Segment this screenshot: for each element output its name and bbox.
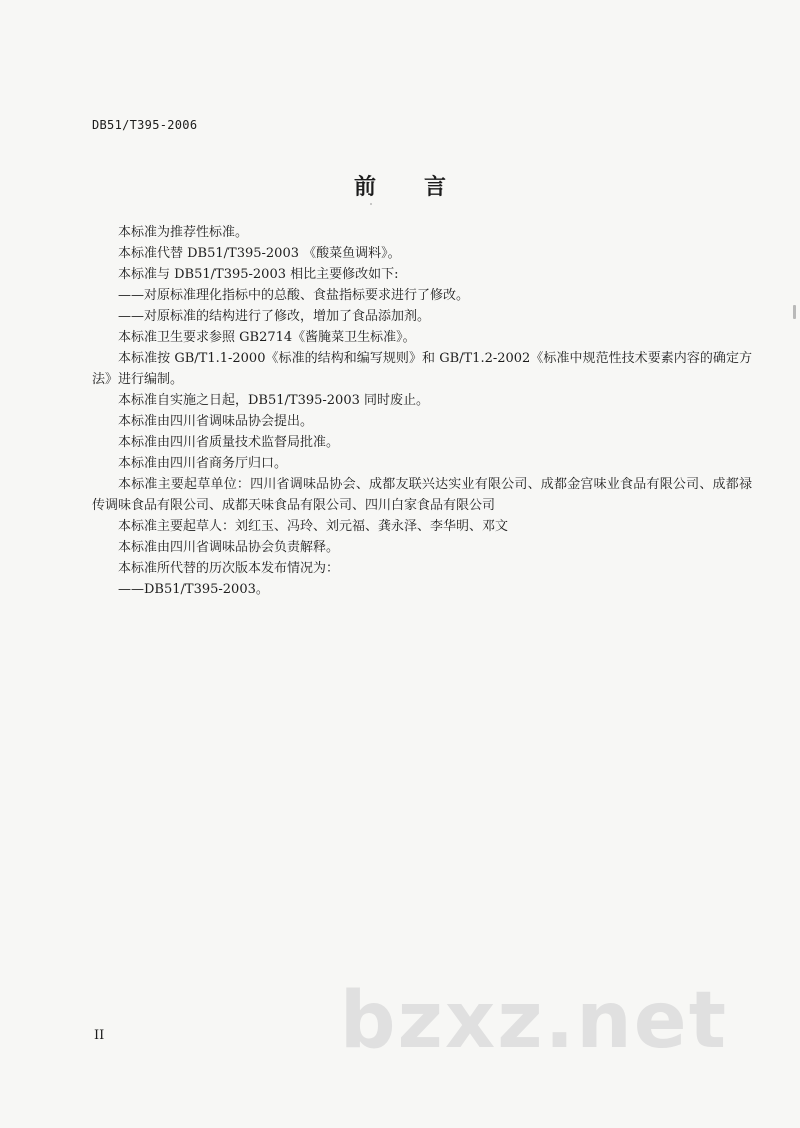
paragraph: 本标准所代替的历次版本发布情况为： (118, 561, 340, 576)
paragraph: 本标准与 DB51/T395-2003 相比主要修改如下: (118, 267, 399, 282)
paragraph: 本标准由四川省调味品协会负责解释。 (118, 540, 340, 555)
paragraph: 本标准主要起草人：刘红玉、冯玲、刘元福、龚永泽、李华明、邓文 (118, 519, 509, 534)
paragraph: ——对原标准的结构进行了修改，增加了食品添加剂。 (118, 309, 431, 324)
paragraph: ——DB51/T395-2003。 (118, 582, 269, 597)
document-id: DB51/T395-2006 (92, 118, 198, 132)
paragraph: ——对原标准理化指标中的总酸、食盐指标要求进行了修改。 (118, 288, 470, 303)
paragraph: 本标准由四川省商务厅归口。 (118, 456, 288, 471)
scan-speck (793, 305, 796, 319)
scan-speck (370, 203, 372, 205)
paragraph: 本标准为推荐性标准。 (118, 225, 249, 240)
section-title: 前言 (353, 175, 494, 200)
paragraph: 本标准代替 DB51/T395-2003 《酸菜鱼调料》。 (118, 246, 401, 261)
watermark: bzxz.net (339, 976, 728, 1066)
paragraph: 本标准由四川省质量技术监督局批准。 (118, 435, 340, 450)
page-number: II (94, 1028, 105, 1043)
foreword-body (92, 222, 752, 600)
paragraph: 本标准主要起草单位：四川省调味品协会、成都友联兴达实业有限公司、成都金宫味业食品有限公司、成都禄传调味食品有限公司、成都天味食品有限公司、四川白家食品有限公司 (92, 477, 752, 513)
paragraph: 本标准卫生要求参照 GB2714《酱腌菜卫生标准》。 (118, 330, 416, 345)
paragraph: 本标准按 GB/T1.1-2000《标准的结构和编写规则》和 GB/T1.2-2002《标准中规范性技术要素内容的确定方法》进行编制。 (92, 351, 752, 387)
paragraph: 本标准自实施之日起，DB51/T395-2003 同时废止。 (118, 393, 429, 408)
paragraph: 本标准由四川省调味品协会提出。 (118, 414, 314, 429)
